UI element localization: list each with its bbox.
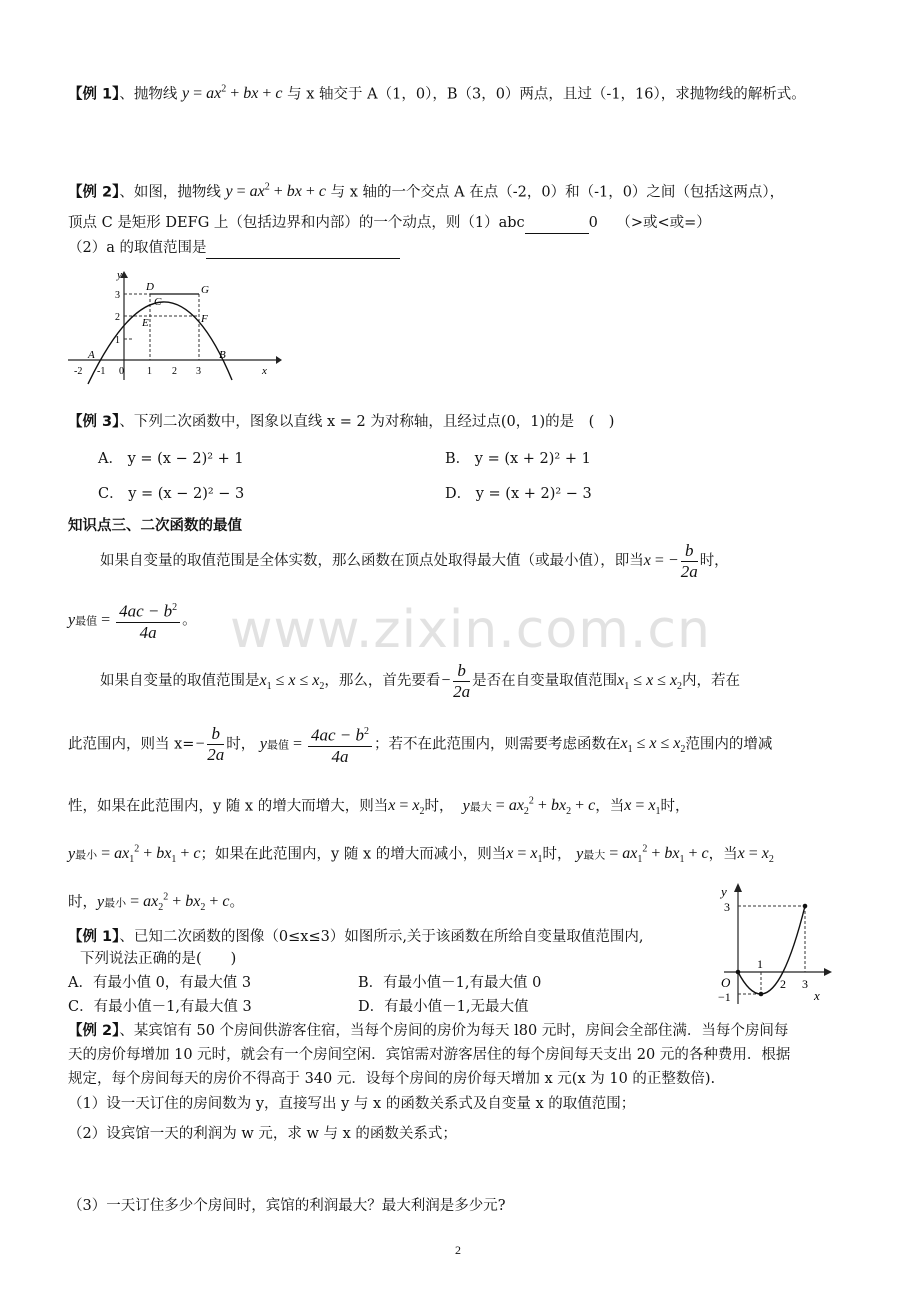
para-text: ；若不在此范围内，则需要考虑函数在: [374, 736, 621, 753]
example-text: 与 x 轴的一个交点 A 在点（-2，0）和（-1，0）之间（包括这两点），: [330, 184, 785, 201]
option-b[interactable]: B．有最小值－1,有最大值 0: [358, 975, 542, 991]
para-text: ；如果在此范围内，y 随 x 的增大而减小，则当: [200, 846, 507, 863]
option-c[interactable]: C． y = (x − 2)² − 3: [98, 486, 245, 502]
fraction: $\frac{4ac - b^2}{4a}$: [116, 598, 180, 643]
y-label: y: [117, 269, 122, 281]
option-d[interactable]: D． y = (x + 2)² − 3: [445, 486, 592, 502]
subscript: 最小: [75, 848, 98, 862]
subscript: 最大: [469, 800, 492, 814]
example-text: 、已知二次函数的图像（0≤x≤3）如图所示,关于该函数在所给自变量取值范围内,: [119, 929, 644, 945]
tick-label: 2: [780, 977, 786, 991]
example-text: （>或<或=）: [616, 215, 711, 231]
parabola-curve: [88, 302, 232, 384]
endpoint-dot: [803, 904, 808, 909]
tick-label: 3: [802, 977, 808, 991]
kp3-para1: 如果自变量的取值范围是全体实数，那么函数在顶点处取得最大值（或最小值），即当x = − $\frac{b}{2a}$ 时，: [100, 540, 729, 581]
tick-label: -1: [97, 366, 106, 377]
kp3-para6: 时，y最小 = $ax_2^2 + bx_2 + c$。: [68, 892, 245, 914]
option-a[interactable]: A． y = (x − 2)² + 1: [98, 451, 244, 467]
y-axis-arrow-icon: [734, 883, 742, 892]
tick-label: 1: [147, 366, 152, 377]
subscript: 最值: [75, 614, 98, 628]
para-text: 如果自变量的取值范围是: [100, 673, 260, 689]
tick-label: 3: [196, 366, 201, 377]
kp3-para3: 此范围内，则当 x=− $\frac{b}{2a}$ 时， y最值 = $\frac{4ac - b^2}{4a}$ ；若不在此范围内，则需要考虑函数在$x_1 \le x \le x_2$范围内的增减: [68, 723, 773, 766]
point-A: A: [88, 349, 95, 361]
example-3: [68, 412, 614, 432]
question-1: （1）设一天订住的房间数为 y，直接写出 y 与 x 的函数关系式及自变量 x 的取值范围；: [68, 1096, 636, 1112]
subscript: 最值: [266, 738, 289, 752]
question-2: （2）设宾馆一天的利润为 w 元，求 w 与 x 的函数关系式；: [68, 1126, 457, 1142]
para-text: 时，: [226, 736, 256, 753]
point-E: E: [142, 317, 149, 329]
tick-label: 1: [115, 335, 120, 346]
page-number: 2: [455, 1243, 461, 1257]
kp3-para5: y最小 = $ax_1^2 + bx_1 + c$；如果在此范围内，y 随 x 的增大而减小，则当$x = x_1$时， y最大 = $ax_1^2 + bx_1 + c$，当$x = x_2$: [68, 844, 774, 866]
tick-label: 2: [115, 312, 120, 323]
example-text: （2）a 的取值范围是: [68, 240, 207, 256]
example-tag: 【例 2】: [68, 184, 120, 201]
para-text: 时，: [699, 553, 729, 569]
example-tag: 【例 2】: [68, 1023, 120, 1039]
example-2-line3: [68, 238, 400, 259]
x-axis-arrow-icon: [276, 356, 282, 364]
section-title: 知识点三、二次函数的最值: [68, 518, 242, 534]
para-text: 时，: [424, 798, 454, 815]
tick-label: 1: [757, 957, 763, 971]
kp3-para4: 性，如果在此范围内，y 随 x 的增大而增大，则当$x = x_2$时， y最大 = $ax_2^2 + bx_2 + c$，当$x = x_1$时，: [68, 796, 690, 818]
tick-label: 3: [115, 290, 120, 301]
example-5-line2: 天的房价每增加 10 元时，就会有一个房间空闲．宾馆需对游客居住的每个房间每天支出 20 元的各种费用．根据: [68, 1047, 791, 1063]
fraction: $\frac{4ac - b^2}{4a}$: [308, 722, 372, 767]
example-2: [68, 178, 784, 202]
example-text: 、下列二次函数中，图象以直线 x = 2 为对称轴，且经过点(0，1)的是 ( ): [119, 414, 615, 430]
example-text: 0: [588, 215, 598, 231]
point-G: G: [201, 284, 209, 296]
example-tag: 【例 1】: [68, 86, 120, 103]
figure-parabola-interval: [716, 880, 836, 1008]
example-5-line3: 规定，每个房间每天的房价不得高于 340 元．设每个房间的房价每天增加 x 元(x 为 10 的正整数倍).: [68, 1071, 716, 1087]
para-text: 如果自变量的取值范围是全体实数，那么函数在顶点处取得最大值（或最小值），即当: [100, 553, 644, 569]
example-1: [68, 80, 806, 104]
para-text: 此范围内，则当 x=: [68, 736, 195, 753]
kp3-ymax: y最值 = $\frac{4ac - b^2}{4a}$ 。: [68, 598, 197, 643]
example-2-line2: [68, 213, 711, 234]
para-text: ，当: [708, 846, 738, 863]
point-C: C: [154, 296, 162, 308]
para-text: 时，: [542, 846, 572, 863]
x-label: x: [814, 988, 820, 1003]
figure-parabola-rectangle: [64, 268, 284, 386]
subscript: 最小: [104, 896, 127, 910]
para-text: ，当: [595, 798, 625, 815]
x-axis-arrow-icon: [824, 968, 832, 976]
para-text: 时，: [660, 798, 690, 815]
kp3-para2: 如果自变量的取值范围是$x_1 \le x \le x_2$，那么，首先要看− $\frac{b}{2a}$ 是否在自变量取值范围$x_1 \le x \le x_2$内，若在: [100, 660, 741, 701]
para-text: 是否在自变量取值范围: [472, 673, 618, 689]
parabola-curve: [738, 906, 805, 994]
option-c[interactable]: C．有最小值－1,有最大值 3: [68, 999, 252, 1015]
point-F: F: [201, 313, 208, 325]
example-4-line2: 下列说法正确的是( ): [80, 951, 237, 967]
tick-label: -2: [74, 366, 83, 377]
example-tag: 【例 3】: [68, 414, 120, 430]
example-text: 、某宾馆有 50 个房间供游客住宿，当每个房间的房价为每天 l80 元时，房间会全部住满．当每个房间每: [119, 1023, 789, 1039]
origin-label: 0: [119, 366, 124, 377]
tick-label: 3: [724, 900, 730, 914]
point-B: B: [219, 349, 226, 361]
example-text: 、如图，抛物线: [119, 184, 221, 201]
question-3: （3）一天订住多少个房间时，宾馆的利润最大？最大利润是多少元?: [68, 1198, 506, 1214]
answer-blank[interactable]: [525, 213, 589, 234]
fraction: $\frac{b}{2a}$: [680, 540, 698, 581]
answer-blank[interactable]: [206, 238, 400, 259]
para-text: 性，如果在此范围内，y 随 x 的增大而增大，则当: [68, 798, 389, 815]
example-tag: 【例 1】: [68, 929, 120, 945]
endpoint-dot: [736, 970, 741, 975]
subscript: 最大: [583, 848, 606, 862]
option-b[interactable]: B． y = (x + 2)² + 1: [445, 451, 591, 467]
example-text: 顶点 C 是矩形 DEFG 上（包括边界和内部）的一个动点，则（1）abc: [68, 215, 525, 231]
watermark: www.zixin.com.cn: [230, 600, 711, 660]
para-text: 。: [229, 894, 245, 911]
x-label: x: [262, 365, 267, 377]
example-text: 、抛物线: [119, 86, 178, 103]
para-text: ，那么，首先要看: [324, 673, 441, 689]
example-text: 与 x 轴交于 A（1，0），B（3，0）两点，且过（-1，16），求抛物线的解析式。: [287, 86, 806, 103]
tick-label: −1: [718, 990, 731, 1004]
option-a[interactable]: A．有最小值 0，有最大值 3: [68, 975, 252, 991]
fraction: $\frac{b}{2a}$: [453, 660, 471, 701]
option-d[interactable]: D．有最小值－1,无最大值: [358, 999, 529, 1015]
vertex-dot: [759, 992, 764, 997]
para-text: 内，若在: [682, 673, 741, 689]
para-text: 范围内的增减: [685, 736, 773, 753]
formula: $y = ax^2$ + bx + c: [225, 182, 327, 201]
y-label: y: [721, 884, 727, 899]
fraction: $\frac{b}{2a}$: [207, 723, 225, 764]
origin-label: O: [721, 975, 731, 990]
point-D: D: [146, 281, 154, 293]
example-5: [68, 1021, 788, 1041]
tick-label: 2: [172, 366, 177, 377]
example-4: [68, 927, 644, 947]
para-text: 时，: [68, 894, 97, 911]
formula: $y = ax^2$ + bx + c: [182, 84, 283, 103]
